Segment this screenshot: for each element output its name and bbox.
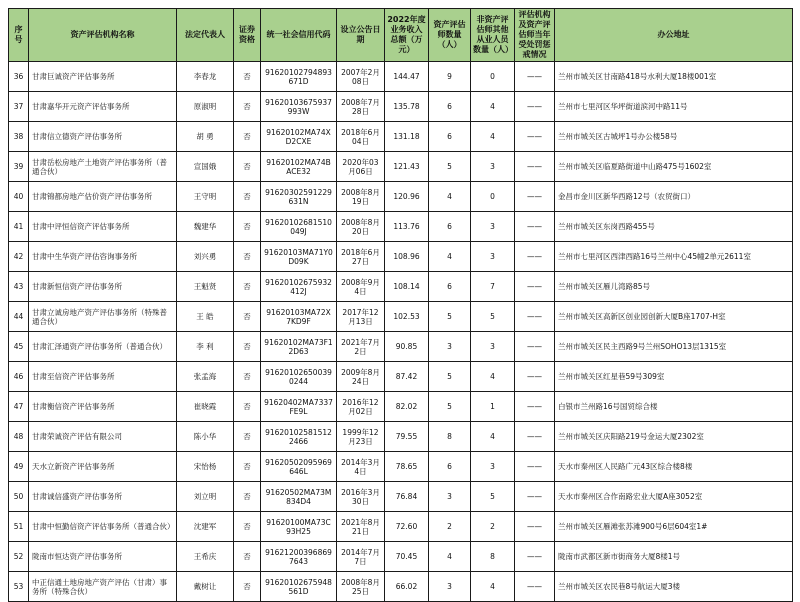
agency-name-cell: 天水立新资产评估事务所	[29, 452, 177, 482]
office-address-cell: 兰州市城关区民主西路9号兰州SOHO13层1315室	[555, 332, 793, 362]
penalty-status-cell: ——	[515, 482, 555, 512]
appraiser-count-cell: 3	[429, 482, 471, 512]
office-address-cell: 天水市秦州区合作南路宏业大厦A座3052室	[555, 482, 793, 512]
appraiser-count-cell: 9	[429, 62, 471, 92]
penalty-status-cell: ——	[515, 122, 555, 152]
serial-cell: 48	[9, 422, 29, 452]
table-header	[9, 9, 793, 62]
securities-qualification-cell: 否	[234, 122, 261, 152]
other-staff-count-cell: 3	[471, 212, 515, 242]
credit-code-cell: 916201025815122466	[261, 422, 337, 452]
legal-rep-cell: 李 利	[177, 332, 234, 362]
announce-date-cell: 2017年12月13日	[337, 302, 385, 332]
penalty-status-cell: ——	[515, 572, 555, 602]
table-row	[9, 92, 793, 122]
penalty-status-cell: ——	[515, 92, 555, 122]
table-row	[9, 302, 793, 332]
serial-cell: 47	[9, 392, 29, 422]
credit-code-cell: 91620103MA72X7KD9F	[261, 302, 337, 332]
credit-code-cell: 916212003968697643	[261, 542, 337, 572]
revenue-cell: 135.78	[385, 92, 429, 122]
office-address-cell: 金昌市金川区新华西路12号（农贸街口）	[555, 182, 793, 212]
penalty-status-cell: ——	[515, 272, 555, 302]
other-staff-count-cell: 4	[471, 122, 515, 152]
securities-qualification-cell: 否	[234, 362, 261, 392]
revenue-cell: 120.96	[385, 182, 429, 212]
announce-date-cell: 2009年8月24日	[337, 362, 385, 392]
appraiser-count-cell: 6	[429, 212, 471, 242]
announce-date-cell: 2020年03月06日	[337, 152, 385, 182]
appraiser-count-cell: 6	[429, 92, 471, 122]
revenue-cell: 87.42	[385, 362, 429, 392]
revenue-cell: 144.47	[385, 62, 429, 92]
securities-qualification-cell: 否	[234, 62, 261, 92]
serial-cell: 52	[9, 542, 29, 572]
credit-code-cell: 91620103675937993W	[261, 92, 337, 122]
securities-qualification-cell: 否	[234, 152, 261, 182]
agency-name-cell: 中正信通土地房地产资产评估（甘肃）事务所（特殊合伙）	[29, 572, 177, 602]
serial-cell: 38	[9, 122, 29, 152]
other-staff-count-cell: 4	[471, 362, 515, 392]
credit-code-cell: 91620102MA73F12D63	[261, 332, 337, 362]
penalty-status-cell: ——	[515, 452, 555, 482]
penalty-status-cell: ——	[515, 542, 555, 572]
table-row	[9, 542, 793, 572]
office-address-cell: 兰州市城关区甘南路418号水利大厦18楼001室	[555, 62, 793, 92]
office-address-cell: 天水市秦州区人民路广元43区综合楼8楼	[555, 452, 793, 482]
column-header-other-staff-count-cell: 非资产评估师其他从业人员数量（人）	[471, 9, 515, 62]
column-header-credit-code-cell: 统一社会信用代码	[261, 9, 337, 62]
announce-date-cell: 2008年8月25日	[337, 572, 385, 602]
credit-code-cell: 91620102MA74XD2CXE	[261, 122, 337, 152]
securities-qualification-cell: 否	[234, 392, 261, 422]
announce-date-cell: 2021年8月21日	[337, 512, 385, 542]
table-header-row	[9, 9, 793, 62]
appraiser-count-cell: 6	[429, 272, 471, 302]
agency-name-cell: 甘肃汇泽通资产评估事务所（普通合伙）	[29, 332, 177, 362]
securities-qualification-cell: 否	[234, 242, 261, 272]
office-address-cell: 兰州市城关区雁儿湾路85号	[555, 272, 793, 302]
announce-date-cell: 2008年9月4日	[337, 272, 385, 302]
table-row	[9, 572, 793, 602]
revenue-cell: 108.14	[385, 272, 429, 302]
penalty-status-cell: ——	[515, 242, 555, 272]
serial-cell: 44	[9, 302, 29, 332]
securities-qualification-cell: 否	[234, 572, 261, 602]
securities-qualification-cell: 否	[234, 512, 261, 542]
table-row	[9, 332, 793, 362]
securities-qualification-cell: 否	[234, 452, 261, 482]
legal-rep-cell: 原淑明	[177, 92, 234, 122]
column-header-announce-date-cell: 设立公告日期	[337, 9, 385, 62]
revenue-cell: 108.96	[385, 242, 429, 272]
revenue-cell: 131.18	[385, 122, 429, 152]
serial-cell: 39	[9, 152, 29, 182]
securities-qualification-cell: 否	[234, 482, 261, 512]
penalty-status-cell: ——	[515, 512, 555, 542]
agency-name-cell: 甘肃荣诚资产评估有限公司	[29, 422, 177, 452]
revenue-cell: 121.43	[385, 152, 429, 182]
legal-rep-cell: 李春龙	[177, 62, 234, 92]
announce-date-cell: 2014年7月7日	[337, 542, 385, 572]
office-address-cell: 兰州市七里河区华坪街道滨河中路11号	[555, 92, 793, 122]
revenue-cell: 78.65	[385, 452, 429, 482]
legal-rep-cell: 崔晓霞	[177, 392, 234, 422]
appraiser-count-cell: 4	[429, 242, 471, 272]
serial-cell: 46	[9, 362, 29, 392]
securities-qualification-cell: 否	[234, 182, 261, 212]
revenue-cell: 76.84	[385, 482, 429, 512]
legal-rep-cell: 王守明	[177, 182, 234, 212]
other-staff-count-cell: 4	[471, 92, 515, 122]
appraiser-count-cell: 5	[429, 362, 471, 392]
other-staff-count-cell: 3	[471, 332, 515, 362]
announce-date-cell: 2008年7月28日	[337, 92, 385, 122]
other-staff-count-cell: 1	[471, 392, 515, 422]
column-header-revenue-cell: 2022年度业务收入总额（万元）	[385, 9, 429, 62]
legal-rep-cell: 宣国娥	[177, 152, 234, 182]
penalty-status-cell: ——	[515, 62, 555, 92]
securities-qualification-cell: 否	[234, 332, 261, 362]
other-staff-count-cell: 7	[471, 272, 515, 302]
announce-date-cell: 2016年3月30日	[337, 482, 385, 512]
agency-name-cell: 甘肃立诚房地产资产评估事务所（特殊普通合伙）	[29, 302, 177, 332]
appraiser-count-cell: 4	[429, 182, 471, 212]
table-row	[9, 152, 793, 182]
agency-name-cell: 甘肃巨诚资产评估事务所	[29, 62, 177, 92]
other-staff-count-cell: 0	[471, 62, 515, 92]
revenue-cell: 90.85	[385, 332, 429, 362]
other-staff-count-cell: 3	[471, 152, 515, 182]
other-staff-count-cell: 2	[471, 512, 515, 542]
office-address-cell: 兰州市城关区东岗西路455号	[555, 212, 793, 242]
legal-rep-cell: 王 皓	[177, 302, 234, 332]
table-row	[9, 212, 793, 242]
legal-rep-cell: 胡 勇	[177, 122, 234, 152]
agency-name-cell: 甘肃岳松房地产土地资产评估事务所（普通合伙）	[29, 152, 177, 182]
credit-code-cell: 91620100MA73C93H25	[261, 512, 337, 542]
securities-qualification-cell: 否	[234, 92, 261, 122]
revenue-cell: 82.02	[385, 392, 429, 422]
legal-rep-cell: 张孟海	[177, 362, 234, 392]
agency-name-cell: 甘肃新恒信资产评估事务所	[29, 272, 177, 302]
legal-rep-cell: 沈建军	[177, 512, 234, 542]
legal-rep-cell: 王魁贤	[177, 272, 234, 302]
legal-rep-cell: 魏建华	[177, 212, 234, 242]
announce-date-cell: 1999年12月23日	[337, 422, 385, 452]
credit-code-cell: 91620102MA74BACE32	[261, 152, 337, 182]
agency-name-cell: 甘肃诚信盛资产评估事务所	[29, 482, 177, 512]
serial-cell: 45	[9, 332, 29, 362]
credit-code-cell: 91620402MA7337FE9L	[261, 392, 337, 422]
revenue-cell: 72.60	[385, 512, 429, 542]
announce-date-cell: 2008年8月20日	[337, 212, 385, 242]
credit-code-cell: 91620102794893671D	[261, 62, 337, 92]
announce-date-cell: 2021年7月2日	[337, 332, 385, 362]
serial-cell: 40	[9, 182, 29, 212]
securities-qualification-cell: 否	[234, 302, 261, 332]
revenue-cell: 66.02	[385, 572, 429, 602]
column-header-appraiser-count-cell: 资产评估师数量（人）	[429, 9, 471, 62]
table-row	[9, 452, 793, 482]
other-staff-count-cell: 5	[471, 302, 515, 332]
office-address-cell: 兰州市城关区庆阳路219号金运大厦2302室	[555, 422, 793, 452]
announce-date-cell: 2018年6月04日	[337, 122, 385, 152]
announce-date-cell: 2018年6月27日	[337, 242, 385, 272]
legal-rep-cell: 刘兴勇	[177, 242, 234, 272]
table-row	[9, 242, 793, 272]
credit-code-cell: 91620502095969646L	[261, 452, 337, 482]
other-staff-count-cell: 5	[471, 482, 515, 512]
serial-cell: 42	[9, 242, 29, 272]
securities-qualification-cell: 否	[234, 212, 261, 242]
credit-code-cell: 91620103MA71Y0D09K	[261, 242, 337, 272]
table-row	[9, 362, 793, 392]
column-header-legal-rep-cell: 法定代表人	[177, 9, 234, 62]
agency-name-cell: 甘肃衡信资产评估事务所	[29, 392, 177, 422]
serial-cell: 50	[9, 482, 29, 512]
other-staff-count-cell: 4	[471, 422, 515, 452]
table-row	[9, 512, 793, 542]
legal-rep-cell: 刘立明	[177, 482, 234, 512]
appraiser-count-cell: 5	[429, 302, 471, 332]
other-staff-count-cell: 0	[471, 182, 515, 212]
agency-name-cell: 甘肃至信资产评估事务所	[29, 362, 177, 392]
agency-name-cell: 陇南市恒达资产评估事务所	[29, 542, 177, 572]
table-row	[9, 122, 793, 152]
serial-cell: 36	[9, 62, 29, 92]
office-address-cell: 兰州市城关区高新区创业园创新大厦B座1707-H室	[555, 302, 793, 332]
table-row	[9, 482, 793, 512]
agency-name-cell: 甘肃中生华资产评估咨询事务所	[29, 242, 177, 272]
credit-code-cell: 91620502MA73M834D4	[261, 482, 337, 512]
appraiser-count-cell: 5	[429, 152, 471, 182]
credit-code-cell: 91620102675932412J	[261, 272, 337, 302]
table-row	[9, 422, 793, 452]
office-address-cell: 兰州市城关区古城坪1号办公楼58号	[555, 122, 793, 152]
credit-code-cell: 91620302591229631N	[261, 182, 337, 212]
securities-qualification-cell: 否	[234, 542, 261, 572]
serial-cell: 49	[9, 452, 29, 482]
penalty-status-cell: ——	[515, 212, 555, 242]
appraiser-count-cell: 3	[429, 332, 471, 362]
office-address-cell: 兰州市城关区临夏路街道中山路475号1602室	[555, 152, 793, 182]
agency-name-cell: 甘肃信立德资产评估事务所	[29, 122, 177, 152]
appraiser-count-cell: 6	[429, 452, 471, 482]
other-staff-count-cell: 4	[471, 572, 515, 602]
agency-name-cell: 甘肃嘉华开元资产评估事务所	[29, 92, 177, 122]
appraisal-agencies-table	[8, 8, 793, 602]
legal-rep-cell: 戴树让	[177, 572, 234, 602]
serial-cell: 37	[9, 92, 29, 122]
table-row	[9, 62, 793, 92]
revenue-cell: 70.45	[385, 542, 429, 572]
appraiser-count-cell: 5	[429, 392, 471, 422]
office-address-cell: 兰州市城关区红星巷59号309室	[555, 362, 793, 392]
credit-code-cell: 91620102675948561D	[261, 572, 337, 602]
office-address-cell: 兰州市七里河区西津西路16号兰州中心45幢2单元2611室	[555, 242, 793, 272]
column-header-office-address-cell: 办公地址	[555, 9, 793, 62]
penalty-status-cell: ——	[515, 422, 555, 452]
agency-name-cell: 甘肃中评恒信资产评估事务所	[29, 212, 177, 242]
penalty-status-cell: ——	[515, 332, 555, 362]
other-staff-count-cell: 8	[471, 542, 515, 572]
serial-cell: 41	[9, 212, 29, 242]
credit-code-cell: 916201026500390244	[261, 362, 337, 392]
serial-cell: 51	[9, 512, 29, 542]
other-staff-count-cell: 3	[471, 242, 515, 272]
penalty-status-cell: ——	[515, 152, 555, 182]
legal-rep-cell: 王希庆	[177, 542, 234, 572]
table-row	[9, 272, 793, 302]
announce-date-cell: 2016年12月02日	[337, 392, 385, 422]
agency-name-cell: 甘肃锦都房地产估价资产评估事务所	[29, 182, 177, 212]
appraisal-agencies-table-sheet	[8, 8, 792, 602]
office-address-cell: 白银市兰州路16号国贸综合楼	[555, 392, 793, 422]
legal-rep-cell: 陈小华	[177, 422, 234, 452]
penalty-status-cell: ——	[515, 392, 555, 422]
credit-code-cell: 91620102681510049J	[261, 212, 337, 242]
appraiser-count-cell: 8	[429, 422, 471, 452]
office-address-cell: 兰州市城关区农民巷8号航运大厦3楼	[555, 572, 793, 602]
appraiser-count-cell: 6	[429, 122, 471, 152]
appraiser-count-cell: 4	[429, 542, 471, 572]
revenue-cell: 102.53	[385, 302, 429, 332]
announce-date-cell: 2014年3月4日	[337, 452, 385, 482]
column-header-securities-qualification-cell: 证券资格	[234, 9, 261, 62]
announce-date-cell: 2008年8月19日	[337, 182, 385, 212]
agency-name-cell: 甘肃中恒勤信资产评估事务所（普通合伙）	[29, 512, 177, 542]
table-row	[9, 392, 793, 422]
revenue-cell: 79.55	[385, 422, 429, 452]
penalty-status-cell: ——	[515, 182, 555, 212]
table-body	[9, 62, 793, 602]
legal-rep-cell: 宋怡杨	[177, 452, 234, 482]
column-header-agency-name-cell: 资产评估机构名称	[29, 9, 177, 62]
table-row	[9, 182, 793, 212]
column-header-penalty-status-cell: 评估机构及资产评估师当年受处罚惩戒情况	[515, 9, 555, 62]
revenue-cell: 113.76	[385, 212, 429, 242]
penalty-status-cell: ——	[515, 302, 555, 332]
column-header-serial-cell: 序号	[9, 9, 29, 62]
serial-cell: 53	[9, 572, 29, 602]
office-address-cell: 兰州市城关区雁滩张苏滩900号6层604室1#	[555, 512, 793, 542]
securities-qualification-cell: 否	[234, 272, 261, 302]
appraiser-count-cell: 2	[429, 512, 471, 542]
other-staff-count-cell: 3	[471, 452, 515, 482]
serial-cell: 43	[9, 272, 29, 302]
announce-date-cell: 2007年2月08日	[337, 62, 385, 92]
securities-qualification-cell: 否	[234, 422, 261, 452]
office-address-cell: 陇南市武都区新市街商务大厦8楼1号	[555, 542, 793, 572]
penalty-status-cell: ——	[515, 362, 555, 392]
appraiser-count-cell: 3	[429, 572, 471, 602]
